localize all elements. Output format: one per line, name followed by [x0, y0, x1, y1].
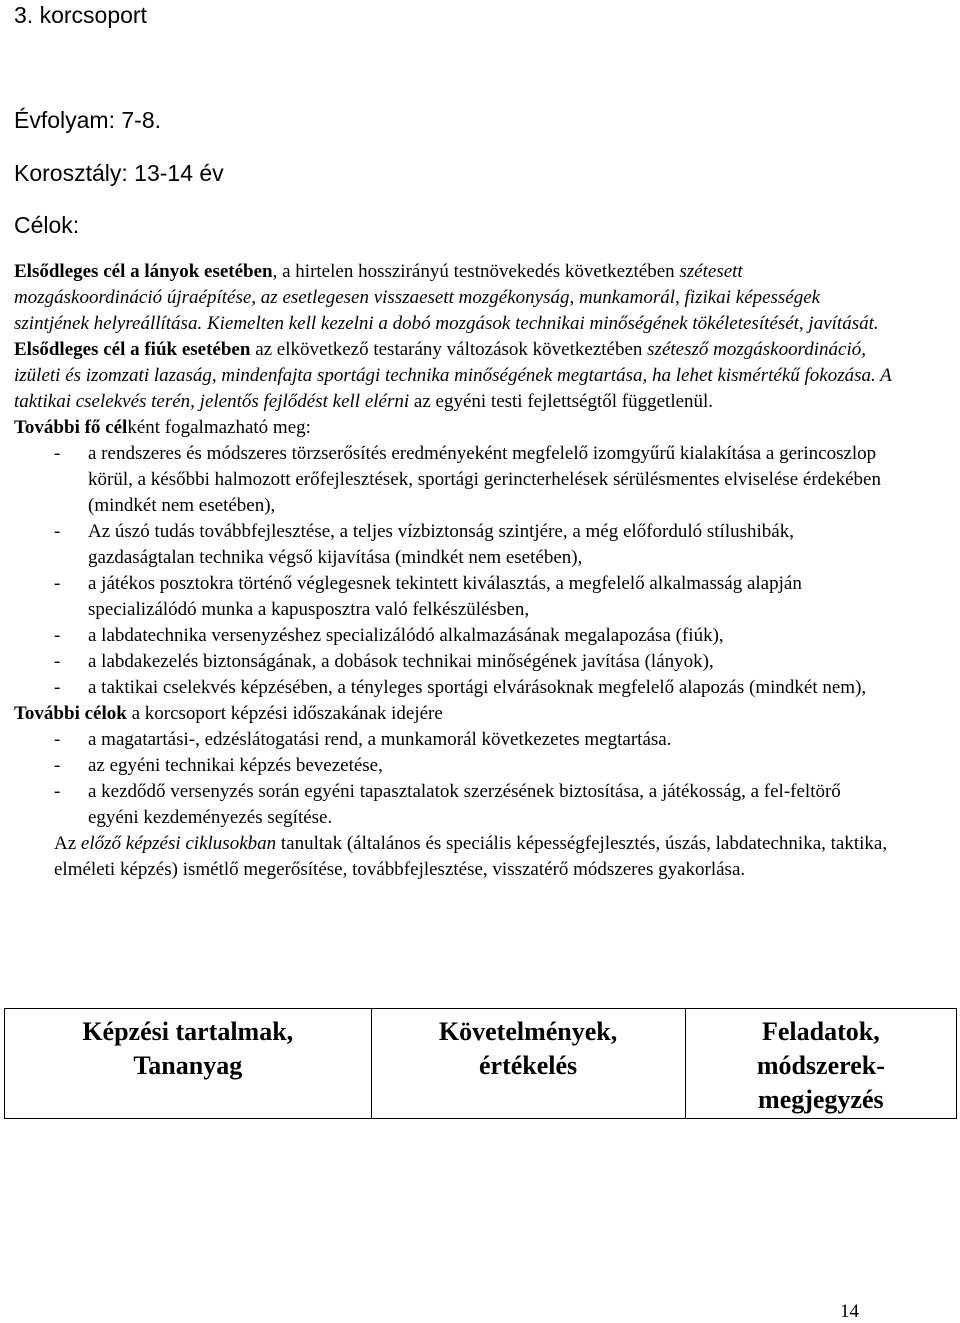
boys-goal-italic: szétesző mozgáskoordináció, izületi és izomzati lazaság, mindenfajta sportági technika minőségének megtartása, ha lehet kismértékű fokozása. A taktikai cselekvés terén, jelentős fejlődést kell elérni — [14, 339, 892, 412]
list-item: - a játékos posztokra történő véglegesnek tekintett kiválasztás, a megfelelő alkalmasság alapján specializálódó munka a kapusposztra való felkészülésben, — [54, 573, 802, 620]
body-text — [14, 259, 894, 883]
main-goals-list — [14, 441, 894, 701]
list-item: - Az úszó tudás továbbfejlesztése, a teljes vízbiztonság szintjére, a még előforduló stílushibák, gazdaságtalan technika végső kijavítása (mindkét nem esetében), — [54, 521, 794, 568]
group-heading: 3. korcsoport — [14, 2, 147, 28]
list-item: - az egyéni technikai képzés bevezetése, — [54, 755, 383, 776]
other-goals-intro: További célok a korcsoport képzési időszakának idejére — [14, 703, 443, 724]
list-item: - a labdatechnika versenyzéshez specializálódó alkalmazásának megalapozása (fiúk), — [54, 625, 724, 646]
boys-goal-paragraph: Elsődleges cél a fiúk esetében az elkövetkező testarány változások következtében szétesző mozgáskoordináció, izületi és izomzati lazaság, mindenfajta sportági technika minőségének megtartása, ha lehet kismértékű fokozása. A taktikai cselekvés terén, jelentős fejlődést kell elérni az egyéni testi fejlettségtől függetlenül. — [14, 339, 892, 412]
other-goals-list — [14, 727, 894, 831]
table-header-cell: Feladatok, módszerek-megjegyzés — [685, 1009, 956, 1119]
table-header-cell: Képzési tartalmak, Tananyag — [5, 1009, 372, 1119]
list-item: - a magatartási-, edzéslátogatási rend, a munkamorál következetes megtartása. — [54, 729, 672, 750]
age-heading: Korosztály: 13-14 év — [14, 160, 224, 186]
boys-goal-lead: Elsődleges cél a fiúk esetében — [14, 339, 251, 360]
table-header-row — [5, 1009, 957, 1119]
list-item: - a taktikai cselekvés képzésében, a tényleges sportági elvárásoknak megfelelő alapozás (mindkét nem), — [54, 677, 867, 698]
girls-goal-italic: szétesett mozgáskoordináció újraépítése, az esetlegesen visszaesett mozgékonyság, munkamorál, fizikai képességek szintjének helyreállítása. Kiemelten kell kezelni a dobó mozgások technikai minőségének tökéletesítését, javítását. — [14, 261, 879, 334]
list-item: - a rendszeres és módszeres törzserősítés eredményeként megfelelő izomgyűrű kialakítása a gerincoszlop körül, a későbbi halmozott erőfejlesztések, sportági gerincterhelések sérülésmentes elviselése érdekében (mindkét nem esetében), — [54, 443, 881, 516]
grade-heading: Évfolyam: 7-8. — [14, 107, 161, 133]
girls-goal-lead: Elsődleges cél a lányok esetében — [14, 261, 273, 282]
content-table — [4, 1008, 957, 1119]
page-number: 14 — [840, 1301, 859, 1322]
goals-heading: Célok: — [14, 212, 80, 238]
list-item: - a labdakezelés biztonságának, a dobások technikai minőségének javítása (lányok), — [54, 651, 714, 672]
main-goals-intro: További fő célként fogalmazható meg: — [14, 417, 311, 438]
closing-paragraph: Az előző képzési ciklusokban tanultak (általános és speciális képességfejlesztés, úszás, labdatechnika, taktika, elméleti képzés) ismétlő megerősítése, továbbfejlesztése, visszatérő módszeres gyakorlása. — [54, 833, 888, 880]
girls-goal-paragraph: Elsődleges cél a lányok esetében, a hirtelen hosszirányú testnövekedés következtében szétesett mozgáskoordináció újraépítése, az esetlegesen visszaesett mozgékonyság, munkamorál, fizikai képességek szintjének helyreállítása. Kiemelten kell kezelni a dobó mozgások technikai minőségének tökéletesítését, javítását. — [14, 261, 879, 334]
list-item: - a kezdődő versenyzés során egyéni tapasztalatok szerzésének biztosítása, a játékosság, a fel-feltörő egyéni kezdeményezés segítése. — [54, 781, 841, 828]
table-header-cell: Követelmények, értékelés — [371, 1009, 685, 1119]
